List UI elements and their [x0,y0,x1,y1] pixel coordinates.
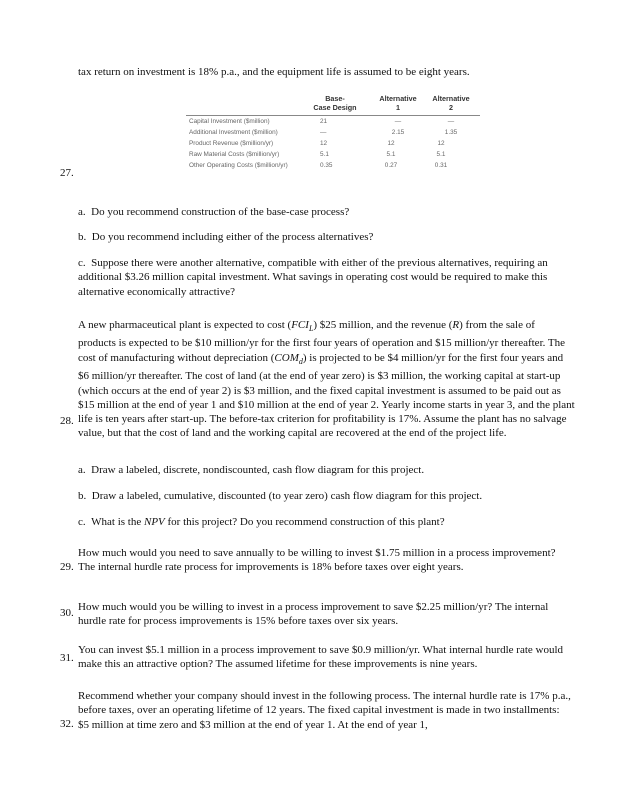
q28c-text: for this project? Do you recommend construction of this plant? [164,516,445,528]
cell: 12 [437,140,445,147]
question-27a: a. Do you recommend construction of the base-case process? [78,206,350,218]
question-32: Recommend whether your company should invest in the following process. The internal hurdle rate is 17% p.a., before taxes, over an operating lifetime of 12 years. The fixed capital investment is made in two installments: $5 million at time zero and $3 million at the end of year 1. At the end of year 1, [78,690,571,731]
row-label: Raw Material Costs ($million/yr) [189,151,280,158]
intro-line: tax return on investment is 18% p.a., and the equipment life is assumed to be eight years. [78,66,470,78]
q28c-text: c. What is the [78,516,144,528]
question-28b: b. Draw a labeled, cumulative, discounted (to year zero) cash flow diagram for this project. [78,490,483,502]
table-rule [186,115,480,116]
header-alternative-1: Alternative 1 [379,94,417,112]
cell: — [320,129,327,136]
question-29-number: 29. [60,561,74,573]
row-label: Additional Investment ($million) [189,129,278,136]
question-28-body [78,318,575,441]
q28-text: A new pharmaceutical plant is expected to cost ( [78,319,292,331]
question-27c: c. Suppose there were another alternative, compatible with either of the previous alternatives, requiring an additional $3.26 million capital investment. What savings in operating cost would be required to make this alternative economically attractive? [78,257,548,298]
cell: — [447,118,455,125]
cell: 1.35 [444,129,458,136]
question-28-number: 28. [60,415,74,427]
cell: 5.1 [320,151,329,158]
q28-text: ) $25 million, and the revenue ( [313,319,453,331]
cell: 21 [320,118,328,125]
question-30: How much would you be willing to invest in a process improvement to save $2.25 million/yr? The internal hurdle rate for process improvements is 15% before taxes over six years. [78,601,549,628]
question-31-number: 31. [60,652,74,664]
com-subscript: d [298,356,303,366]
header-alternative-2: Alternative 2 [432,94,470,112]
cell: 5.1 [436,151,446,158]
com-symbol: COM [274,351,299,364]
cell: 2.15 [391,129,405,136]
question-29: How much would you need to save annually to be willing to invest $1.75 million in a process improvement? The internal hurdle rate process for improvements is 18% before taxes over eight years. [78,547,556,574]
cell: 0.35 [320,162,333,169]
fci-subscript: L [308,324,314,334]
npv-term: NPV [143,516,165,528]
question-31: You can invest $5.1 million in a process improvement to save $0.9 million/yr. What internal hurdle rate would make this an attractive option? The assumed lifetime for these improvements is nine years. [78,644,564,671]
question-32-number: 32. [60,718,74,730]
row-label: Product Revenue ($million/yr) [189,140,274,147]
row-label: Capital Investment ($million) [189,118,270,125]
cell: 0.27 [384,162,398,169]
question-27-number: 27. [60,167,74,179]
q28-text: ) is projected to be $4 million/yr for the first four years and $6 million/yr thereafter. The cost of land (at the end of year zero) is $3 million, the working capital at start-up (which occurs at the end of year 2) is $3 million, and the fixed capital investment is assumed to be paid out as $15 million at the end of year 1 and $10 million at the end of year 2. Yearly income starts in year 3, and the plant life is ten years after start-up. The before-tax criterion for profitability is 17%. Assume the plant has no salvage value, but that the cost of land and the working capital are recovered at the end of the project life. [78,351,575,440]
question-27b: b. Do you recommend including either of the process alternatives? [78,231,374,243]
q28-text: ) from the sale of products is expected to be $10 million/yr for the first four years of operation and $15 million/yr thereafter. The cost of manufacturing without depreciation ( [78,319,566,364]
cell: 12 [320,140,328,147]
cell: 5.1 [386,151,396,158]
cell: 12 [387,140,395,147]
question-30-number: 30. [60,607,74,619]
cell: 0.31 [434,162,448,169]
r-symbol: R [452,319,460,331]
question-28c [78,515,445,529]
row-label: Other Operating Costs ($million/yr) [189,162,288,169]
fci-symbol: FCI [291,319,309,331]
question-28a: a. Draw a labeled, discrete, nondiscounted, cash flow diagram for this project. [78,464,425,476]
header-base-case: Base- Case Design [313,94,357,112]
cell: — [394,118,402,125]
